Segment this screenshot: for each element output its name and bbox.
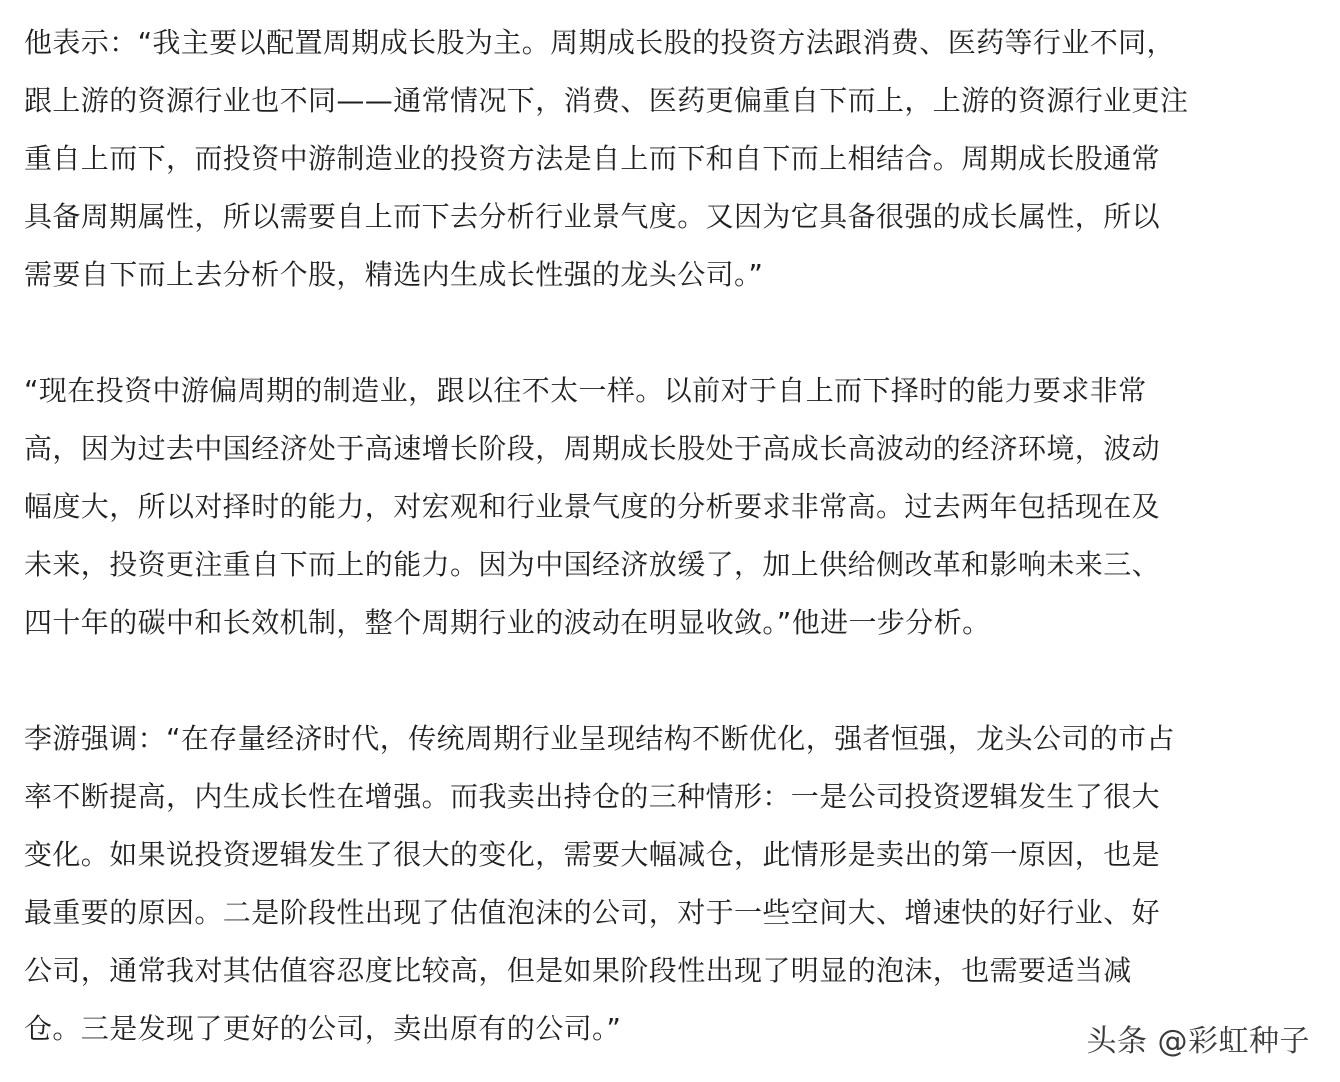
text-line: 具备周期属性，所以需要自上而下去分析行业景气度。又因为它具备很强的成长属性，所以: [24, 200, 1161, 233]
text-line: 李游强调：“在存量经济时代，传统周期行业呈现结构不断优化，强者恒强，龙头公司的市占: [24, 722, 1175, 755]
text-line: 幅度大，所以对择时的能力，对宏观和行业景气度的分析要求非常高。过去两年包括现在及: [24, 490, 1161, 523]
paragraph-spacer: [24, 304, 1316, 362]
text-line: 率不断提高，内生成长性在增强。而我卖出持仓的三种情形：一是公司投资逻辑发生了很大: [24, 780, 1161, 813]
text-line: 未来，投资更注重自下而上的能力。因为中国经济放缓了，加上供给侧改革和影响未来三、: [24, 548, 1161, 581]
text-line: 四十年的碳中和长效机制，整个周期行业的波动在明显收敛。”他进一步分析。: [24, 606, 991, 639]
text-line: 最重要的原因。二是阶段性出现了估值泡沫的公司，对于一些空间大、增速快的好行业、好: [24, 896, 1161, 929]
paragraph-spacer: [24, 652, 1316, 710]
paragraph-3: [24, 710, 1316, 1058]
text-line: 变化。如果说投资逻辑发生了很大的变化，需要大幅减仓，此情形是卖出的第一原因，也是: [24, 838, 1161, 871]
text-line: 仓。三是发现了更好的公司，卖出原有的公司。”: [24, 1012, 622, 1045]
text-line: 公司，通常我对其估值容忍度比较高，但是如果阶段性出现了明显的泡沫，也需要适当减: [24, 954, 1132, 987]
paragraph-2: [24, 362, 1316, 652]
text-line: 他表示：“我主要以配置周期成长股为主。周期成长股的投资方法跟消费、医药等行业不同，: [24, 26, 1175, 59]
paragraph-1: [24, 14, 1316, 304]
source-watermark: 头条 @彩虹种子: [1086, 1024, 1310, 1059]
text-line: 重自上而下，而投资中游制造业的投资方法是自上而下和自下而上相结合。周期成长股通常: [24, 142, 1161, 175]
text-line: 高，因为过去中国经济处于高速增长阶段，周期成长股处于高成长高波动的经济环境，波动: [24, 432, 1161, 465]
text-line: “现在投资中游偏周期的制造业，跟以往不太一样。以前对于自上而下择时的能力要求非常: [24, 374, 1147, 407]
article-body: [24, 14, 1316, 1058]
text-line: 需要自下而上去分析个股，精选内生成长性强的龙头公司。”: [24, 258, 764, 291]
text-line: 跟上游的资源行业也不同——通常情况下，消费、医药更偏重自下而上，上游的资源行业更注: [24, 84, 1189, 117]
